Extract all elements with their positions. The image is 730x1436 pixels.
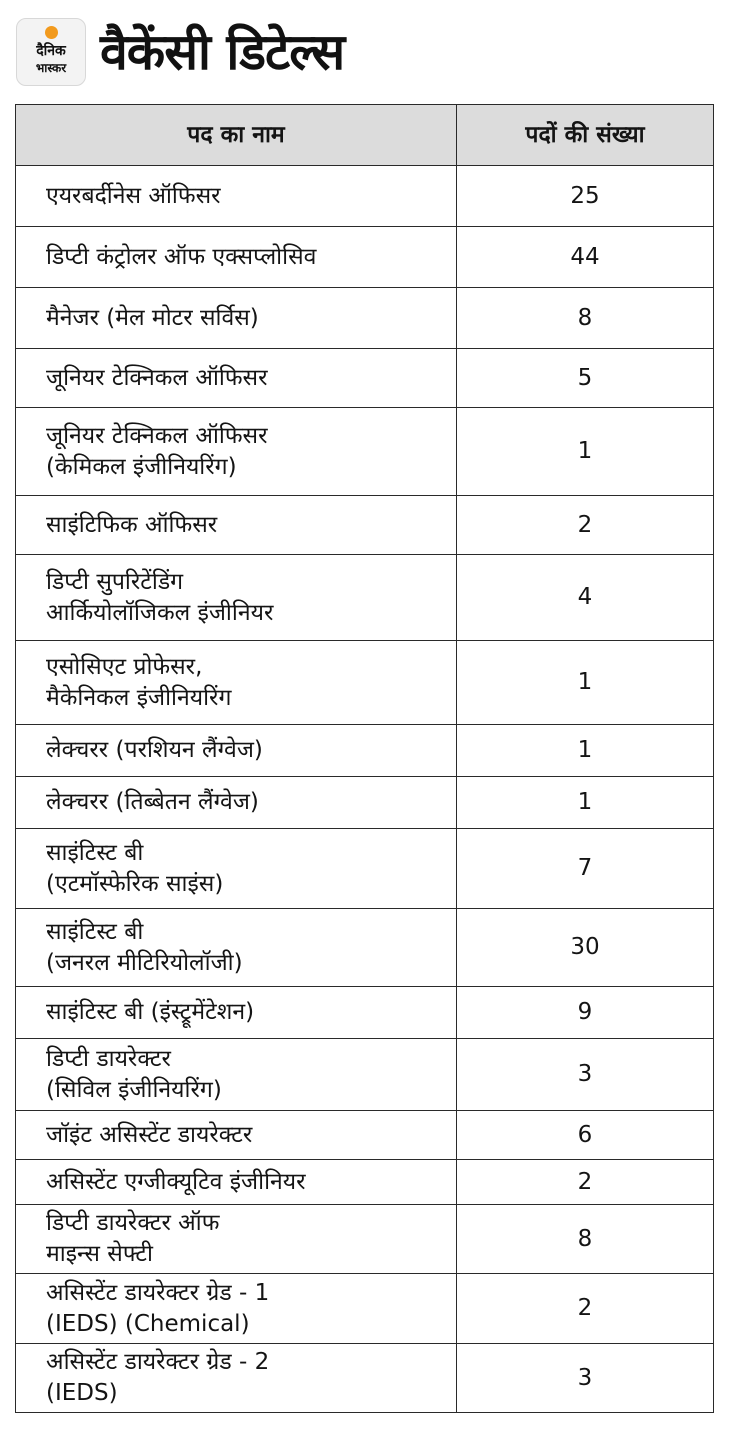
post-count-cell: 1 [457, 408, 714, 496]
table-row [16, 349, 714, 408]
post-count-cell: 9 [457, 987, 714, 1039]
table-row [16, 1205, 714, 1274]
post-name-line: जॉइंट असिस्टेंट डायरेक्टर [46, 1121, 253, 1148]
table-row [16, 909, 714, 987]
post-name-line: मैकेनिकल इंजीनियरिंग [46, 684, 232, 711]
post-name-line: (IEDS) [46, 1380, 118, 1406]
post-name-cell [16, 829, 457, 909]
logo-text-line2: भास्कर [35, 61, 67, 75]
column-header-post-count: पदों की संख्या [457, 105, 714, 166]
table-row [16, 408, 714, 496]
table-row [16, 1160, 714, 1205]
table-body [16, 166, 714, 1413]
post-count-cell: 8 [457, 288, 714, 349]
table-row [16, 227, 714, 288]
post-name-line: डिप्टी डायरेक्टर ऑफ [46, 1210, 220, 1236]
table-row [16, 641, 714, 725]
table-row [16, 496, 714, 555]
post-count-cell: 1 [457, 725, 714, 777]
post-name-line: साइंटिफिक ऑफिसर [46, 511, 218, 538]
post-count-cell: 6 [457, 1111, 714, 1160]
post-count-cell: 44 [457, 227, 714, 288]
post-count-cell: 4 [457, 555, 714, 641]
post-name-line: (एटमॉस्फेरिक साइंस) [46, 870, 224, 897]
post-count-cell: 5 [457, 349, 714, 408]
post-name-cell [16, 987, 457, 1039]
post-name-line: मैनेजर (मेल मोटर सर्विस) [46, 304, 259, 331]
post-name-cell [16, 1111, 457, 1160]
table-row [16, 166, 714, 227]
table-row [16, 288, 714, 349]
post-name-cell [16, 1205, 457, 1274]
post-name-cell [16, 496, 457, 555]
page-title: वैकेंसी डिटेल्स [100, 23, 345, 81]
post-name-line: (जनरल मीटिरियोलॉजी) [46, 949, 243, 976]
post-name-line: असिस्टेंट एग्जीक्यूटिव इंजीनियर [46, 1168, 306, 1195]
post-name-cell [16, 1344, 457, 1413]
post-name-cell [16, 1274, 457, 1344]
post-name-line: जूनियर टेक्निकल ऑफिसर [46, 422, 268, 449]
table-header-row [16, 105, 714, 166]
post-name-cell [16, 349, 457, 408]
post-count-cell: 2 [457, 1160, 714, 1205]
post-name-cell [16, 288, 457, 349]
header [16, 14, 716, 86]
post-name-line: लेक्चरर (तिब्बेतन लैंग्वेज) [46, 789, 259, 815]
dainik-bhaskar-logo[interactable] [16, 18, 86, 86]
column-header-post-name: पद का नाम [16, 105, 457, 166]
table-row [16, 1274, 714, 1344]
table-row [16, 987, 714, 1039]
post-name-line: एयरबर्दीनेस ऑफिसर [46, 182, 221, 209]
post-name-cell [16, 227, 457, 288]
post-count-cell: 2 [457, 496, 714, 555]
post-count-cell: 25 [457, 166, 714, 227]
post-name-line: डिप्टी सुपरिटेंडिंग [46, 568, 184, 595]
table-row [16, 1111, 714, 1160]
post-name-cell [16, 777, 457, 829]
post-name-cell [16, 1160, 457, 1205]
post-name-line: साइंटिस्ट बी (इंस्ट्रूमेंटेशन) [46, 999, 255, 1025]
table-row [16, 829, 714, 909]
sun-dot-icon [45, 26, 58, 39]
post-name-line: लेक्चरर (परशियन लैंग्वेज) [46, 737, 263, 763]
post-name-line: असिस्टेंट डायरेक्टर ग्रेड - 1 [46, 1279, 270, 1306]
post-count-cell: 3 [457, 1039, 714, 1111]
post-name-line: असिस्टेंट डायरेक्टर ग्रेड - 2 [46, 1349, 270, 1375]
post-name-line: जूनियर टेक्निकल ऑफिसर [46, 364, 268, 391]
post-name-cell [16, 166, 457, 227]
table-row [16, 1039, 714, 1111]
post-name-line: माइन्स सेफ्टी [46, 1241, 153, 1267]
post-name-line: (केमिकल इंजीनियरिंग) [46, 453, 237, 480]
post-name-line: डिप्टी डायरेक्टर [46, 1045, 171, 1072]
post-name-cell [16, 555, 457, 641]
post-count-cell: 2 [457, 1274, 714, 1344]
post-name-line: आर्कियोलॉजिकल इंजीनियर [46, 599, 274, 626]
table-row [16, 555, 714, 641]
logo-text-line1: दैनिक [36, 43, 66, 59]
post-name-line: (IEDS) (Chemical) [46, 1310, 250, 1337]
table-row [16, 777, 714, 829]
vacancy-table [15, 104, 714, 1413]
post-name-cell [16, 1039, 457, 1111]
table-row [16, 725, 714, 777]
post-name-cell [16, 408, 457, 496]
post-count-cell: 7 [457, 829, 714, 909]
post-count-cell: 3 [457, 1344, 714, 1413]
post-name-line: (सिविल इंजीनियरिंग) [46, 1076, 222, 1103]
post-name-cell [16, 725, 457, 777]
post-count-cell: 30 [457, 909, 714, 987]
post-name-line: साइंटिस्ट बी [46, 839, 144, 866]
table-row [16, 1344, 714, 1413]
post-count-cell: 1 [457, 641, 714, 725]
post-name-cell [16, 909, 457, 987]
post-name-cell [16, 641, 457, 725]
post-count-cell: 1 [457, 777, 714, 829]
post-name-line: साइंटिस्ट बी [46, 918, 144, 945]
post-count-cell: 8 [457, 1205, 714, 1274]
post-name-line: डिप्टी कंट्रोलर ऑफ एक्सप्लोसिव [46, 243, 317, 270]
post-name-line: एसोसिएट प्रोफेसर, [46, 653, 203, 680]
